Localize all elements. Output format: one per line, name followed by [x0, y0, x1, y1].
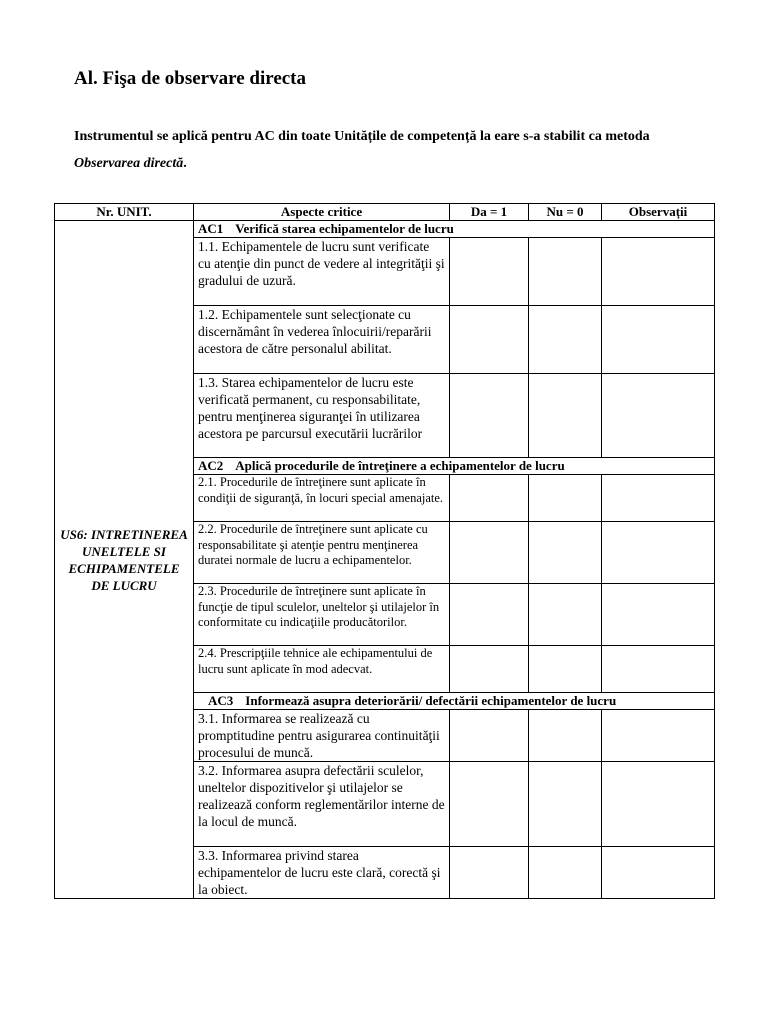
observatii-cell[interactable]	[602, 306, 715, 374]
observatii-cell[interactable]	[602, 762, 715, 847]
nu-cell[interactable]	[529, 762, 602, 847]
criterion-text: 2.2. Procedurile de întreţinere sunt aplicate cu responsabilitate şi atenţie pentru menţinerea duratei normale de lucru a echipamentelor.	[194, 522, 450, 584]
page-title: Al. Fişa de observare directa	[74, 68, 307, 89]
section-code: AC3	[208, 693, 234, 708]
da-cell[interactable]	[450, 475, 529, 522]
intro-paragraph	[74, 123, 694, 177]
unit-label: US6: INTRETINEREA UNELTELE SI ECHIPAMENTELE DE LUCRU	[55, 221, 194, 899]
da-cell[interactable]	[450, 238, 529, 306]
da-cell[interactable]	[450, 374, 529, 458]
intro-text: Instrumentul se aplică pentru AC din toate Unitățile de competență la eare s-a stabilit ca metoda	[74, 129, 650, 144]
criterion-text: 1.1. Echipamentele de lucru sunt verificate cu atenţie din punct de vedere al integrităţii şi gradului de uzură.	[194, 238, 450, 306]
intro-end: .	[183, 156, 187, 171]
nu-cell[interactable]	[529, 710, 602, 762]
section-title: Informează asupra deteriorării/ defectării echipamentelor de lucru	[245, 693, 617, 708]
da-cell[interactable]	[450, 762, 529, 847]
header-aspecte-critice: Aspecte critice	[194, 204, 450, 221]
observatii-cell[interactable]	[602, 238, 715, 306]
section-title: Aplică procedurile de întreţinere a echipamentelor de lucru	[235, 458, 565, 473]
section-header-ac3	[194, 693, 715, 710]
header-da: Da = 1	[450, 204, 529, 221]
criterion-text: 3.2. Informarea asupra defectării sculelor, uneltelor dispozitivelor şi utilajelor se realizează conform reglementărilor interne de la locul de muncă.	[194, 762, 450, 847]
section-code: AC2	[198, 458, 224, 473]
nu-cell[interactable]	[529, 584, 602, 646]
section-header-ac1	[194, 221, 715, 238]
observatii-cell[interactable]	[602, 374, 715, 458]
nu-cell[interactable]	[529, 238, 602, 306]
header-observatii: Observații	[602, 204, 715, 221]
observatii-cell[interactable]	[602, 847, 715, 899]
da-cell[interactable]	[450, 306, 529, 374]
nu-cell[interactable]	[529, 475, 602, 522]
criterion-text: 3.1. Informarea se realizează cu promptitudine pentru asigurarea continuităţii procesului de muncă.	[194, 710, 450, 762]
criterion-text: 1.2. Echipamentele sunt selecţionate cu discernământ în vederea înlocuirii/reparării acestora de către personalul abilitat.	[194, 306, 450, 374]
da-cell[interactable]	[450, 584, 529, 646]
observatii-cell[interactable]	[602, 646, 715, 693]
header-nu: Nu = 0	[529, 204, 602, 221]
observatii-cell[interactable]	[602, 522, 715, 584]
criterion-text: 2.1. Procedurile de întreţinere sunt aplicate în condiţii de siguranţă, în locuri special amenajate.	[194, 475, 450, 522]
criterion-text: 2.3. Procedurile de întreţinere sunt aplicate în funcţie de tipul sculelor, uneltelor şi utilajelor în conformitate cu indicaţiile producătorilor.	[194, 584, 450, 646]
section-code: AC1	[198, 221, 224, 236]
header-nr-unit: Nr. UNIT.	[55, 204, 194, 221]
da-cell[interactable]	[450, 646, 529, 693]
da-cell[interactable]	[450, 710, 529, 762]
section-header-ac2	[194, 458, 715, 475]
observatii-cell[interactable]	[602, 710, 715, 762]
section-row-ac1	[55, 221, 715, 238]
nu-cell[interactable]	[529, 306, 602, 374]
criterion-text: 3.3. Informarea privind starea echipamentelor de lucru este clară, corectă şi la obiect.	[194, 847, 450, 899]
observatii-cell[interactable]	[602, 475, 715, 522]
nu-cell[interactable]	[529, 374, 602, 458]
section-title: Verifică starea echipamentelor de lucru	[235, 221, 454, 236]
nu-cell[interactable]	[529, 646, 602, 693]
criterion-text: 1.3. Starea echipamentelor de lucru este verificată permanent, cu responsabilitate, pentru menţinerea siguranţei în utilizarea acestora pe parcursul executării lucrărilor	[194, 374, 450, 458]
da-cell[interactable]	[450, 847, 529, 899]
observation-table	[54, 203, 715, 899]
da-cell[interactable]	[450, 522, 529, 584]
observatii-cell[interactable]	[602, 584, 715, 646]
criterion-text: 2.4. Prescripţiile tehnice ale echipamentului de lucru sunt aplicate în mod adecvat.	[194, 646, 450, 693]
nu-cell[interactable]	[529, 522, 602, 584]
nu-cell[interactable]	[529, 847, 602, 899]
intro-emphasis: Observarea directă	[74, 156, 184, 171]
header-row	[55, 204, 715, 221]
